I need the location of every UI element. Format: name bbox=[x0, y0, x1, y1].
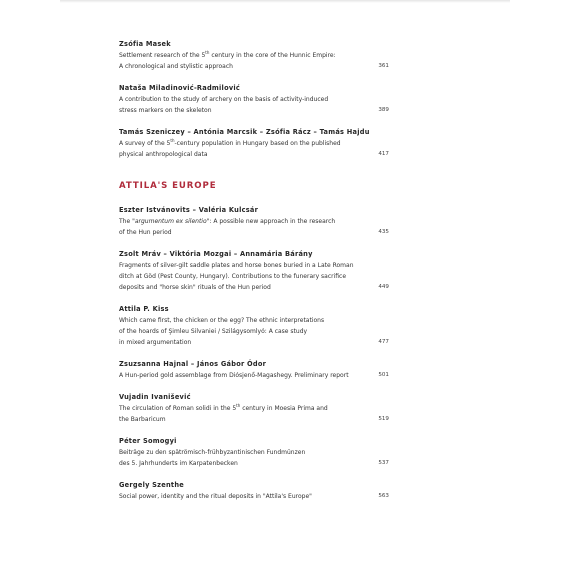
toc-entry-somogyi[interactable] bbox=[119, 437, 389, 469]
entry-title: Fragments of silver-gilt saddle plates and horse bones buried in a Late Roman ditch at Göd (Pest County, Hungary). Contributions to the funerary sacrifice deposits and "horse skin" rituals of the Hun period bbox=[119, 262, 354, 291]
entry-author: Zsófia Masek bbox=[119, 40, 171, 48]
entry-author: Nataša Miladinović-Radmilović bbox=[119, 84, 241, 92]
entry-page-number: 477 bbox=[378, 339, 389, 345]
entry-page-number: 435 bbox=[378, 229, 389, 235]
entry-author: Péter Somogyi bbox=[119, 437, 177, 445]
entry-page-number: 449 bbox=[378, 284, 389, 290]
entry-author: Vujadin Ivanišević bbox=[119, 393, 191, 401]
entry-author: Zsolt Mráv – Viktória Mozgai – Annamária Bárány bbox=[119, 250, 313, 258]
section-heading: ATTILA'S EUROPE bbox=[119, 181, 217, 191]
entry-title: The circulation of Roman solidi in the 5th century in Moesia Prima and the Barbaricum bbox=[119, 403, 328, 423]
toc-entry-istvanovits[interactable] bbox=[119, 206, 389, 238]
entry-page-number: 501 bbox=[378, 372, 389, 378]
entry-author: Eszter Istvánovits – Valéria Kulcsár bbox=[119, 206, 259, 214]
page-top-edge bbox=[60, 0, 510, 3]
entry-author: Tamás Szeniczey – Antónia Marcsik – Zsófia Rácz – Tamás Hajdu bbox=[119, 128, 370, 136]
entry-title: A contribution to the study of archery on the basis of activity-induced stress markers on the skeleton bbox=[119, 96, 329, 114]
toc-entry-szenthe[interactable] bbox=[119, 481, 389, 502]
entry-page-number: 537 bbox=[378, 460, 389, 466]
toc-entry-miladinovic[interactable] bbox=[119, 84, 389, 116]
entry-author: Gergely Szenthe bbox=[119, 481, 185, 489]
entry-title: A survey of the 5th-century population in Hungary based on the published physical anthropological data bbox=[119, 138, 341, 158]
toc-entry-masek[interactable] bbox=[119, 40, 389, 72]
entry-page-number: 389 bbox=[378, 107, 389, 113]
entry-title: Which came first, the chicken or the egg? The ethnic interpretations of the hoards of Şimleu Silvaniei / Szilágysomlyó: A case study in mixed argumentation bbox=[119, 317, 325, 346]
entry-author: Attila P. Kiss bbox=[119, 305, 169, 313]
entry-page-number: 361 bbox=[378, 63, 389, 69]
toc-entry-hajnal[interactable] bbox=[119, 360, 389, 381]
entry-title: The "argumentum ex silentio": A possible new approach in the research of the Hun period bbox=[119, 218, 336, 236]
toc-entry-kiss[interactable] bbox=[119, 305, 389, 348]
entry-title: A Hun-period gold assemblage from Diósjenő-Magashegy. Preliminary report bbox=[119, 372, 349, 379]
entry-author: Zsuzsanna Hajnal – János Gábor Ódor bbox=[119, 360, 267, 368]
entry-page-number: 563 bbox=[378, 493, 389, 499]
entry-page-number: 417 bbox=[378, 151, 389, 157]
toc-entry-mrav[interactable] bbox=[119, 250, 389, 293]
entry-page-number: 519 bbox=[378, 416, 389, 422]
table-of-contents bbox=[119, 40, 389, 514]
toc-entry-ivanisevic[interactable] bbox=[119, 393, 389, 425]
entry-title: Beiträge zu den spätrömisch-frühbyzantinischen Fundmünzen des 5. Jahrhunderts im Karpatenbecken bbox=[119, 449, 306, 467]
entry-title: Social power, identity and the ritual deposits in "Attila's Europe" bbox=[119, 493, 312, 500]
entry-title: Settlement research of the 5th century in the core of the Hunnic Empire: A chronological and stylistic approach bbox=[119, 50, 336, 70]
toc-entry-szeniczey[interactable] bbox=[119, 128, 389, 160]
